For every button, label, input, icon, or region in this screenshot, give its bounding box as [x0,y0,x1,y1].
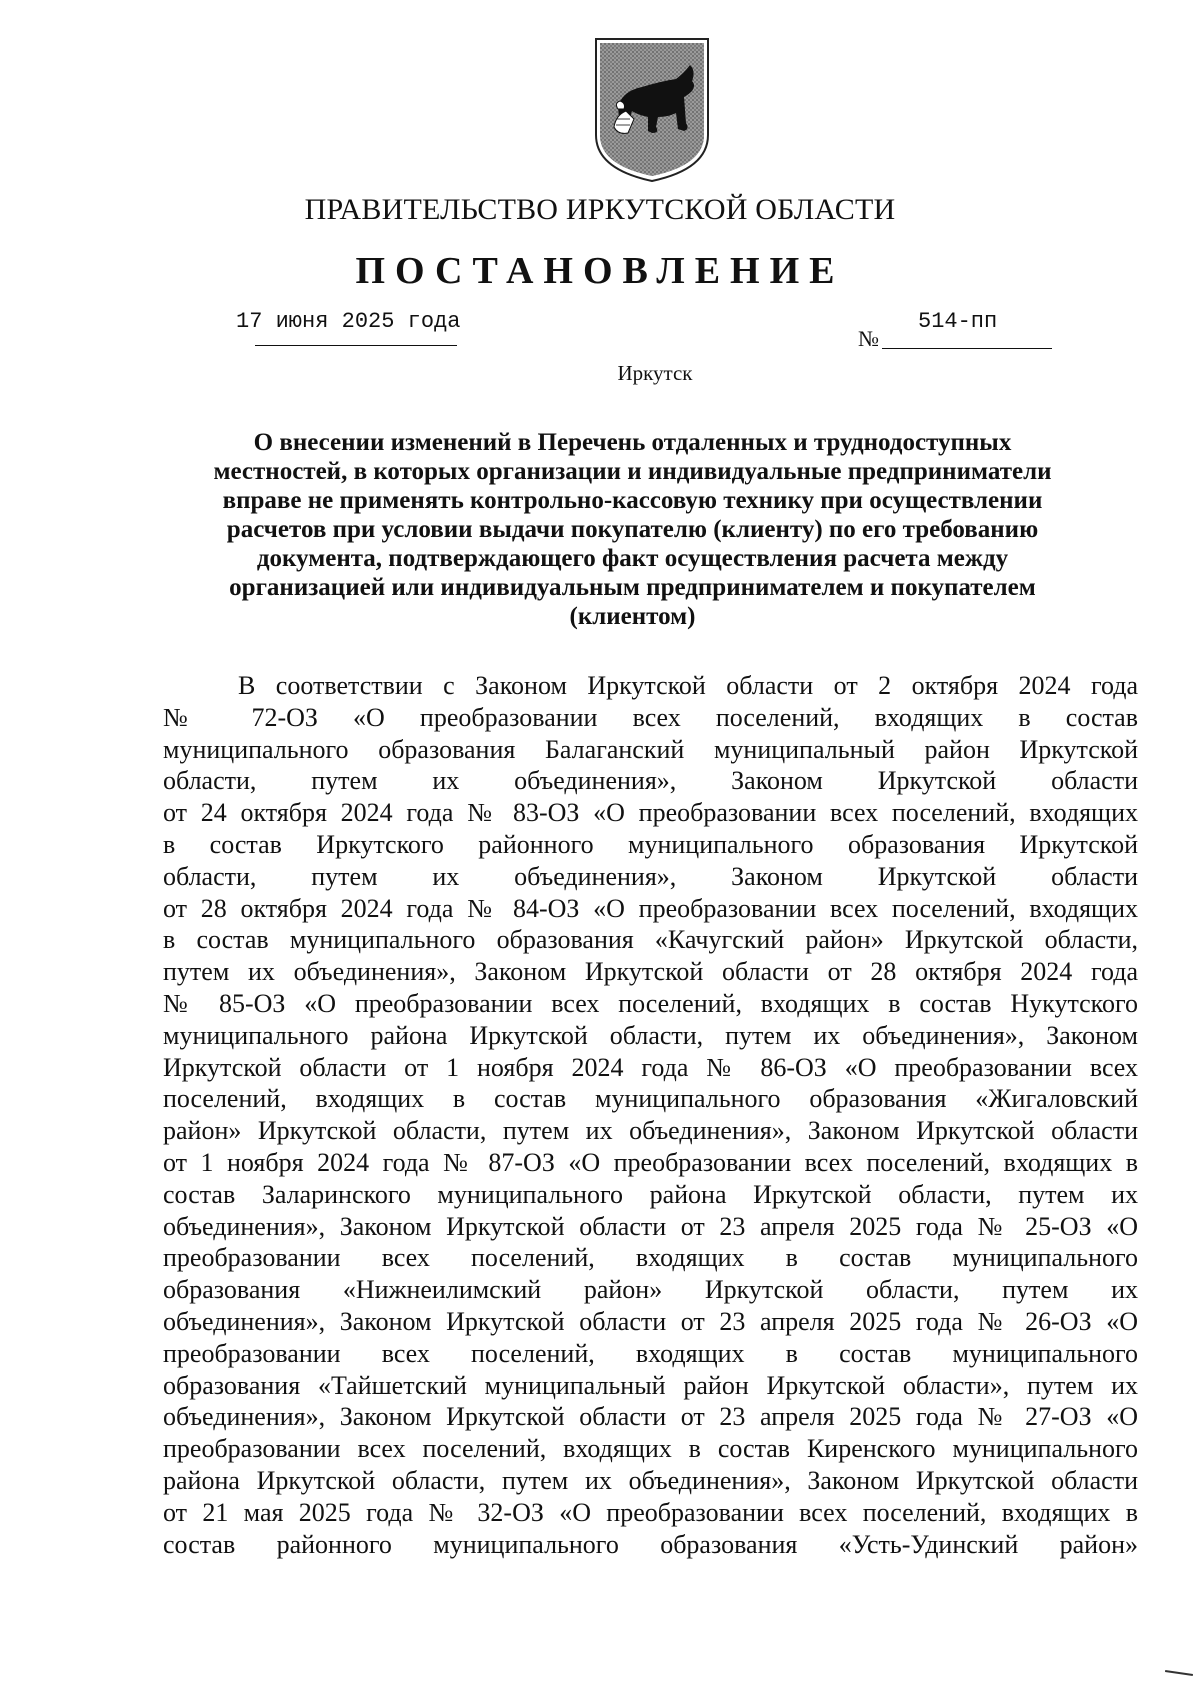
title-line: документа, подтверждающего факт осуществления расчета между [256,545,1009,572]
body-line: от 21 мая 2025 года № 32-ОЗ «О преобразовании всех поселений, входящих в [163,1497,1138,1527]
body-line: района Иркутской области, путем их объединения», Законом Иркутской области [163,1465,1138,1495]
body-line: области, путем их объединения», Законом Иркутской области [163,766,1138,796]
body-line: преобразовании всех поселений, входящих в состав Киренского муниципального [163,1434,1138,1464]
title-line: расчетов при условии выдачи покупателю (клиенту) по его требованию [226,516,1039,543]
title-line: О внесении изменений в Перечень отдаленных и труднодоступных [253,429,1012,456]
body-line: от 1 ноября 2024 года № 87-ОЗ «О преобразовании всех поселений, входящих в [163,1147,1138,1177]
irkutsk-coat-of-arms-icon [592,35,712,183]
date-underline [255,345,457,346]
body-line: поселений, входящих в состав муниципального образования «Жигаловский [163,1084,1138,1114]
body-line: состав районного муниципального образования «Усть-Удинский район» [163,1529,1138,1559]
document-city: Иркутск [617,361,693,385]
title-line: вправе не применять контрольно-кассовую технику при осуществлении [222,487,1043,514]
body-line: области, путем их объединения», Законом Иркутской области [163,861,1138,891]
number-sign: № [858,326,879,351]
document-date: 17 июня 2025 года [236,309,461,334]
body-line: муниципального образования Балаганский муниципальный район Иркутской [163,734,1138,764]
title-line: организацией или индивидуальным предпринимателем и покупателем [229,574,1036,601]
organization-name: ПРАВИТЕЛЬСТВО ИРКУТСКОЙ ОБЛАСТИ [304,193,896,226]
body-line: Иркутской области от 1 ноября 2024 года № 86-ОЗ «О преобразовании всех [163,1052,1138,1082]
body-line: состав Заларинского муниципального района Иркутской области, путем их [163,1179,1138,1209]
body-line: преобразовании всех поселений, входящих в состав муниципального [163,1338,1138,1368]
body-line: объединения», Законом Иркутской области от 23 апреля 2025 года № 26-ОЗ «О [163,1306,1138,1336]
body-line: преобразовании всех поселений, входящих в состав муниципального [163,1243,1138,1273]
title-line: местностей, в которых организации и индивидуальные предприниматели [213,458,1052,485]
body-line: объединения», Законом Иркутской области от 23 апреля 2025 года № 25-ОЗ «О [163,1211,1138,1241]
title-line: (клиентом) [569,603,696,630]
document-body [163,670,1138,1560]
number-underline [882,348,1052,349]
document-title [160,428,1105,631]
document-number: 514-пп [918,309,998,334]
body-line: В соответствии с Законом Иркутской области от 2 октября 2024 года [238,671,1138,700]
body-line: путем их объединения», Законом Иркутской области от 28 октября 2024 года [163,957,1138,987]
body-line: объединения», Законом Иркутской области от 23 апреля 2025 года № 27-ОЗ «О [163,1402,1138,1432]
scan-mark [1165,1670,1193,1676]
body-line: № 85-ОЗ «О преобразовании всех поселений, входящих в состав Нукутского [163,988,1138,1018]
body-line: район» Иркутской области, путем их объединения», Законом Иркутской области [163,1116,1138,1146]
body-line: от 28 октября 2024 года № 84-ОЗ «О преобразовании всех поселений, входящих [163,893,1138,923]
body-line: № 72-ОЗ «О преобразовании всех поселений, входящих в состав [163,702,1138,732]
body-line: от 24 октября 2024 года № 83-ОЗ «О преобразовании всех поселений, входящих [163,798,1138,828]
document-type: ПОСТАНОВЛЕНИЕ [355,250,845,292]
body-line: образования «Нижнеилимский район» Иркутской области, путем их [163,1275,1138,1305]
body-line: в состав муниципального образования «Качугский район» Иркутской области, [163,925,1138,955]
body-line: муниципального района Иркутской области, путем их объединения», Законом [163,1020,1138,1050]
body-line: образования «Тайшетский муниципальный район Иркутской области», путем их [163,1370,1138,1400]
body-line: в состав Иркутского районного муниципального образования Иркутской [163,829,1138,859]
